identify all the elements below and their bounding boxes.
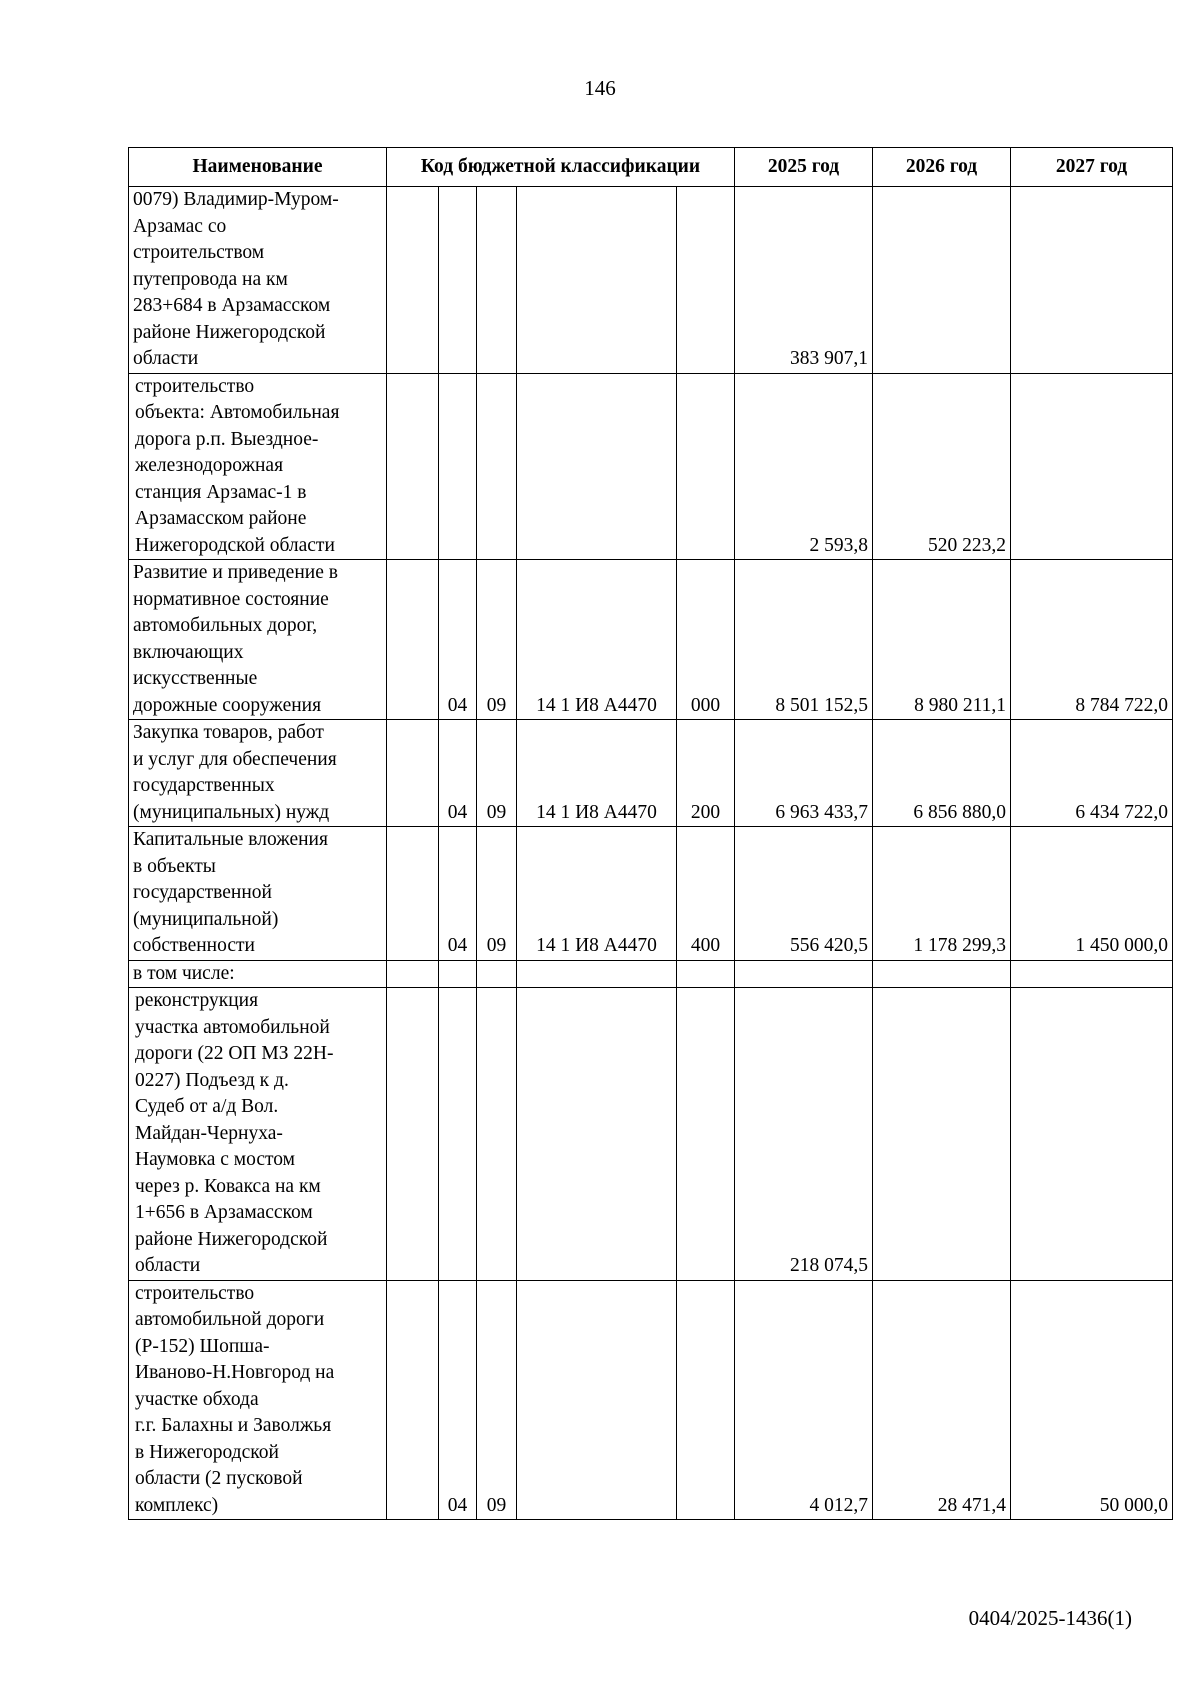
code-expense-type [677, 988, 735, 1281]
value-2026 [873, 960, 1011, 988]
value-2027: 6 434 722,0 [1011, 720, 1173, 827]
value-2025: 556 420,5 [735, 827, 873, 961]
table-row [129, 187, 1173, 374]
header-2027: 2027 год [1011, 148, 1173, 187]
empty-cell [387, 560, 439, 720]
row-name: реконструкция участка автомобильной дороги (22 ОП МЗ 22Н- 0227) Подъезд к д. Судеб от а/д Вол. Майдан-Чернуха- Наумовка с мостом через р. Ковакса на км 1+656 в Арзамасском районе Нижегородской области [129, 988, 387, 1281]
value-2026 [873, 988, 1011, 1281]
code-section [439, 988, 477, 1281]
empty-cell [387, 373, 439, 560]
value-2026: 520 223,2 [873, 373, 1011, 560]
value-2025: 218 074,5 [735, 988, 873, 1281]
table-row [129, 827, 1173, 961]
value-2025: 2 593,8 [735, 373, 873, 560]
code-subsection: 09 [477, 720, 517, 827]
empty-cell [387, 720, 439, 827]
value-2025: 8 501 152,5 [735, 560, 873, 720]
value-2026: 6 856 880,0 [873, 720, 1011, 827]
empty-cell [387, 960, 439, 988]
value-2027 [1011, 960, 1173, 988]
code-subsection [477, 988, 517, 1281]
budget-table [128, 147, 1173, 1520]
code-target: 14 1 И8 А4470 [517, 827, 677, 961]
page-number: 146 [584, 76, 616, 100]
code-expense-type: 200 [677, 720, 735, 827]
value-2025: 4 012,7 [735, 1280, 873, 1520]
value-2026: 8 980 211,1 [873, 560, 1011, 720]
document-code: 0404/2025-1436(1) [968, 1606, 1132, 1630]
header-2026: 2026 год [873, 148, 1011, 187]
code-subsection [477, 960, 517, 988]
code-expense-type: 400 [677, 827, 735, 961]
empty-cell [387, 827, 439, 961]
code-expense-type [677, 187, 735, 374]
row-name: Закупка товаров, работ и услуг для обеспечения государственных (муниципальных) нужд [129, 720, 387, 827]
code-subsection: 09 [477, 1280, 517, 1520]
code-section: 04 [439, 827, 477, 961]
code-subsection: 09 [477, 560, 517, 720]
code-section [439, 960, 477, 988]
value-2027 [1011, 988, 1173, 1281]
row-name: строительство объекта: Автомобильная дорога р.п. Выездное- железнодорожная станция Арзамас-1 в Арзамасском районе Нижегородской области [129, 373, 387, 560]
code-target [517, 187, 677, 374]
header-row [129, 148, 1173, 187]
value-2025 [735, 960, 873, 988]
value-2027: 8 784 722,0 [1011, 560, 1173, 720]
code-subsection [477, 187, 517, 374]
table-row [129, 373, 1173, 560]
table-row [129, 960, 1173, 988]
value-2027 [1011, 373, 1173, 560]
row-name: Развитие и приведение в нормативное состояние автомобильных дорог, включающих искусственные дорожные сооружения [129, 560, 387, 720]
code-target: 14 1 И8 А4470 [517, 560, 677, 720]
code-expense-type [677, 1280, 735, 1520]
table-row [129, 988, 1173, 1281]
row-name: 0079) Владимир-Муром- Арзамас со строительством путепровода на км 283+684 в Арзамасском районе Нижегородской области [129, 187, 387, 374]
header-name: Наименование [129, 148, 387, 187]
code-target [517, 988, 677, 1281]
table-row [129, 1280, 1173, 1520]
value-2026: 28 471,4 [873, 1280, 1011, 1520]
header-code: Код бюджетной классификации [387, 148, 735, 187]
value-2026 [873, 187, 1011, 374]
code-section [439, 373, 477, 560]
table-row [129, 720, 1173, 827]
code-target [517, 960, 677, 988]
code-expense-type [677, 373, 735, 560]
row-name: Капитальные вложения в объекты государственной (муниципальной) собственности [129, 827, 387, 961]
value-2025: 383 907,1 [735, 187, 873, 374]
code-target: 14 1 И8 А4470 [517, 720, 677, 827]
empty-cell [387, 988, 439, 1281]
value-2025: 6 963 433,7 [735, 720, 873, 827]
empty-cell [387, 187, 439, 374]
code-section [439, 187, 477, 374]
code-subsection: 09 [477, 827, 517, 961]
code-expense-type: 000 [677, 560, 735, 720]
code-expense-type [677, 960, 735, 988]
value-2027: 1 450 000,0 [1011, 827, 1173, 961]
value-2027 [1011, 187, 1173, 374]
value-2027: 50 000,0 [1011, 1280, 1173, 1520]
empty-cell [387, 1280, 439, 1520]
table-row [129, 560, 1173, 720]
row-name: строительство автомобильной дороги (Р-152) Шопша- Иваново-Н.Новгород на участке обхода г.г. Балахны и Заволжья в Нижегородской области (2 пусковой комплекс) [129, 1280, 387, 1520]
code-section: 04 [439, 560, 477, 720]
code-target [517, 1280, 677, 1520]
code-subsection [477, 373, 517, 560]
code-section: 04 [439, 1280, 477, 1520]
header-2025: 2025 год [735, 148, 873, 187]
row-name: в том числе: [129, 960, 387, 988]
code-section: 04 [439, 720, 477, 827]
value-2026: 1 178 299,3 [873, 827, 1011, 961]
code-target [517, 373, 677, 560]
